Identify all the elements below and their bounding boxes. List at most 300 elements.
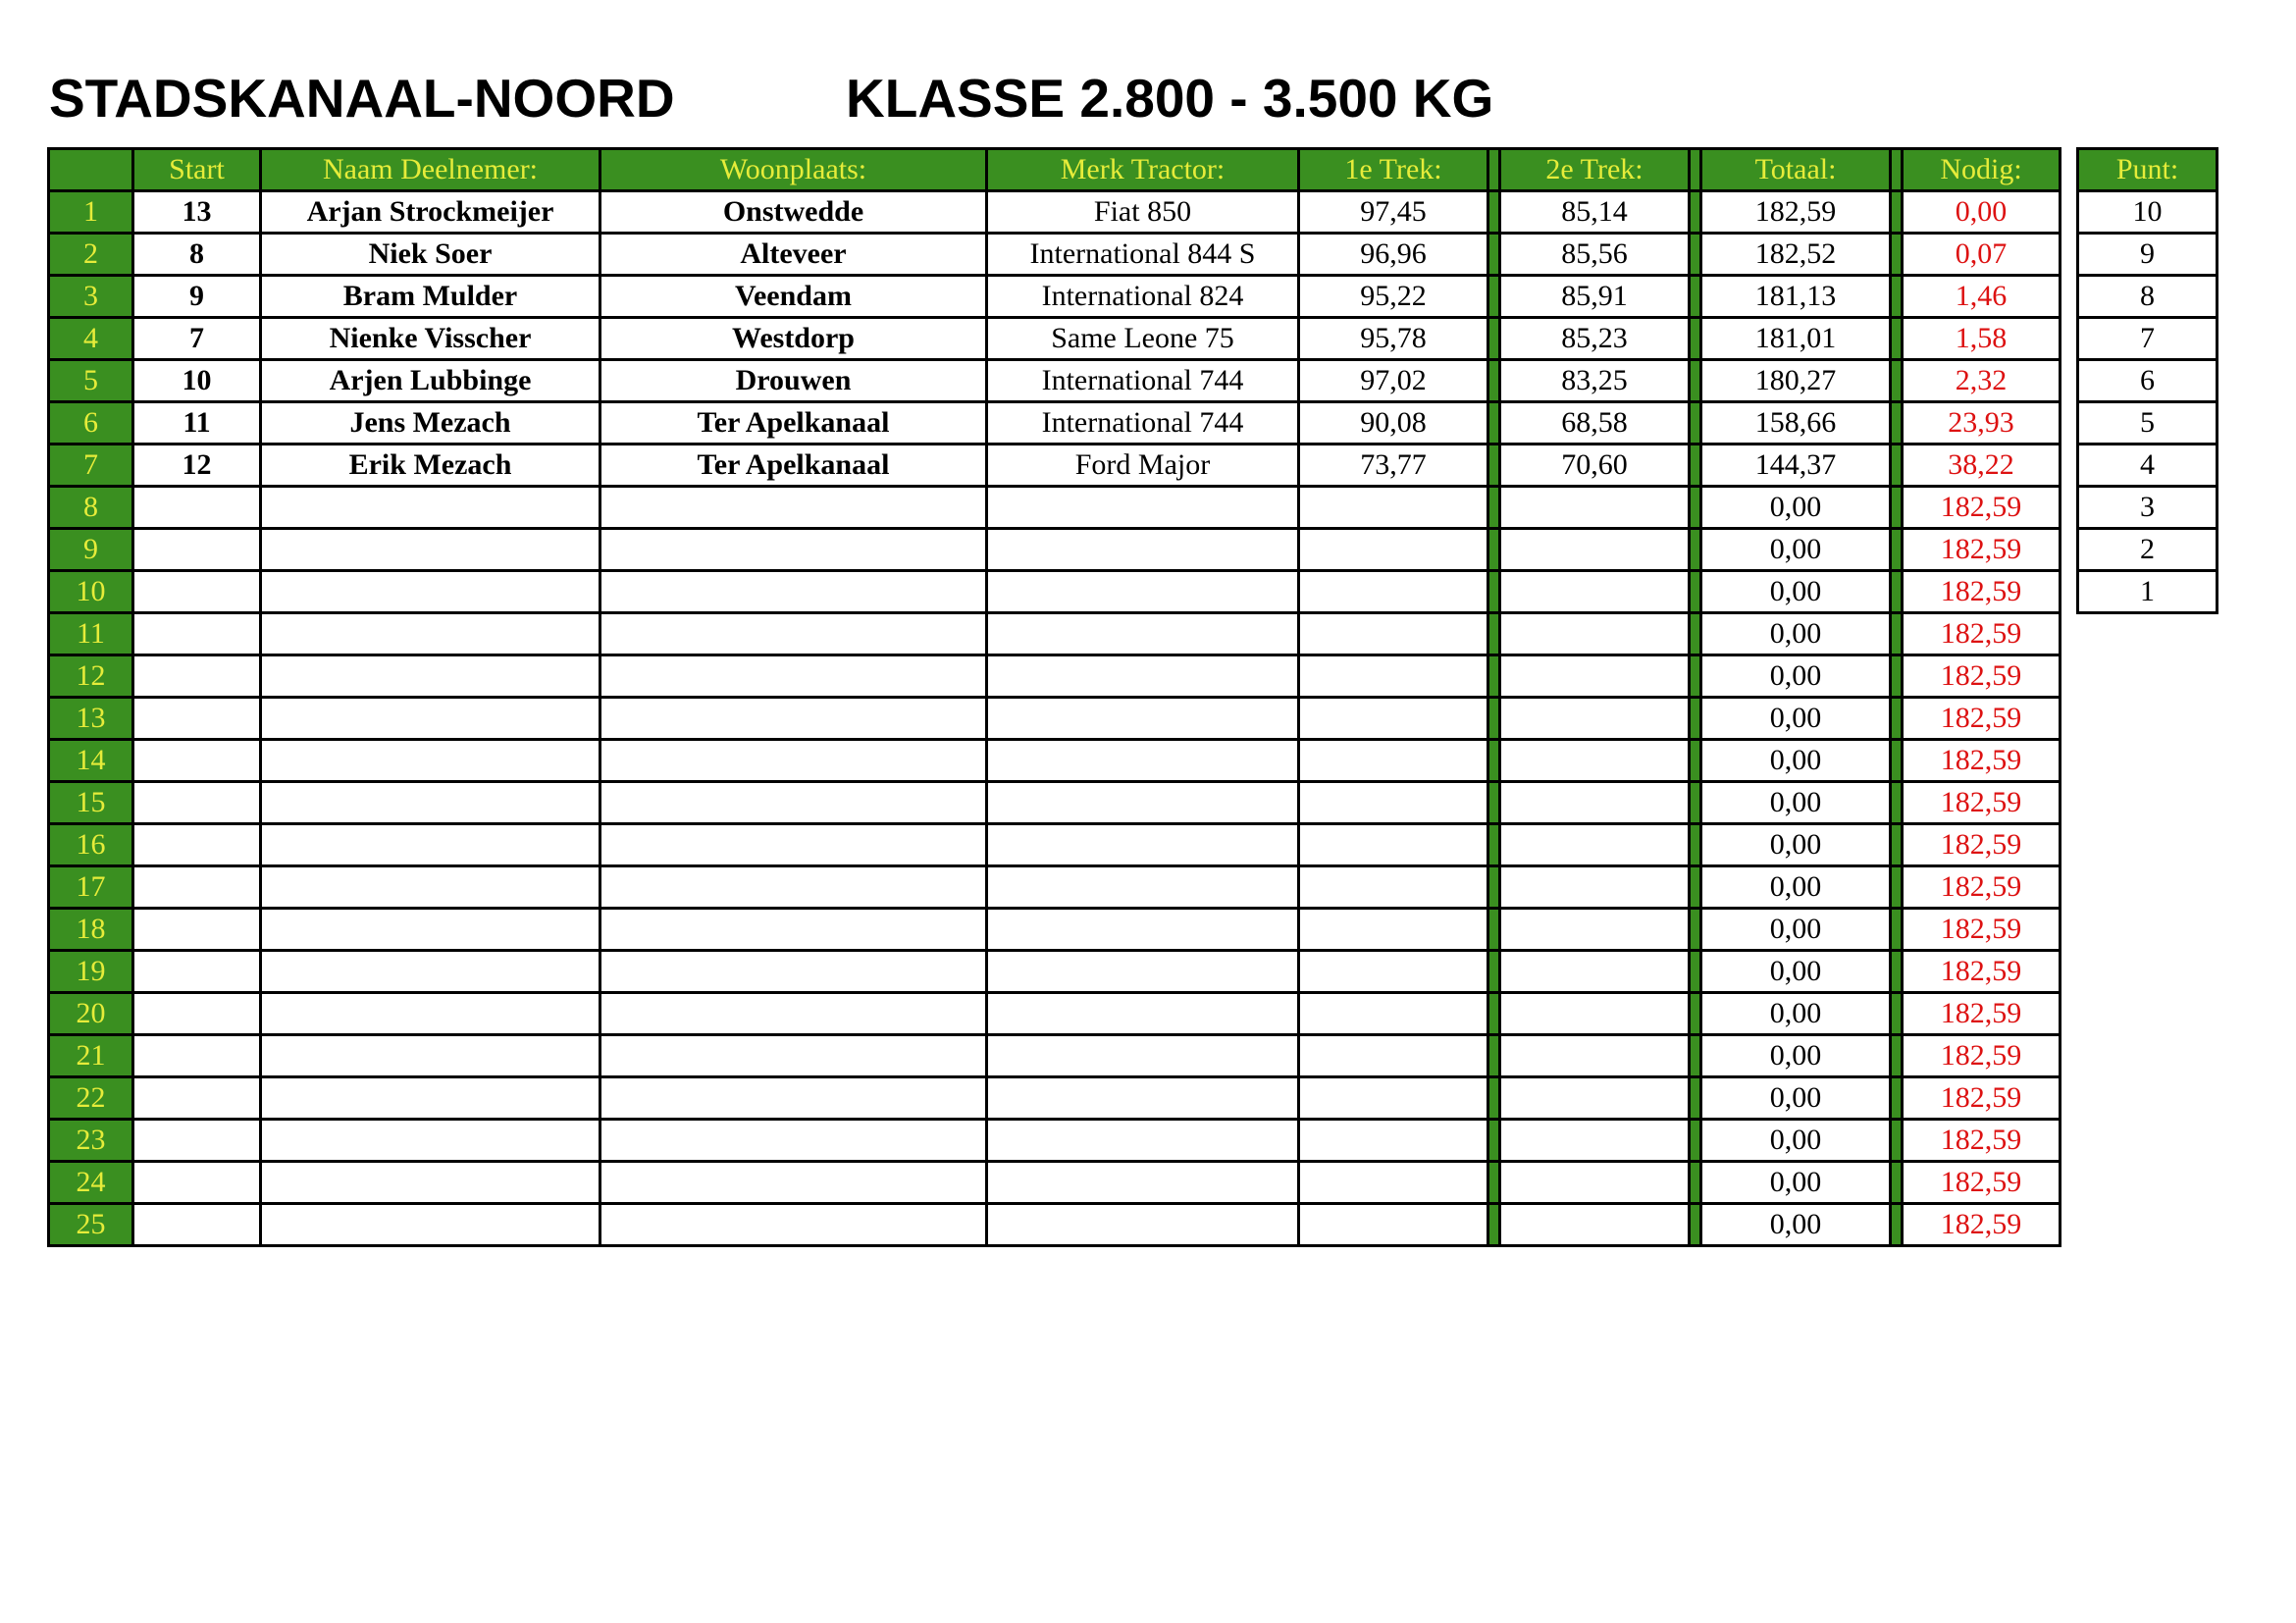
name-cell xyxy=(261,866,600,909)
column-separator xyxy=(1891,318,1903,360)
pull1-cell: 97,02 xyxy=(1299,360,1488,402)
needed-cell: 182,59 xyxy=(1903,571,2061,613)
total-cell: 0,00 xyxy=(1701,824,1891,866)
start-cell xyxy=(133,1035,261,1077)
column-separator xyxy=(1488,613,1500,655)
column-separator xyxy=(1488,993,1500,1035)
column-separator xyxy=(1690,360,1701,402)
total-cell: 0,00 xyxy=(1701,909,1891,951)
column-separator xyxy=(1891,866,1903,909)
pull1-cell xyxy=(1299,1120,1488,1162)
column-separator xyxy=(1488,866,1500,909)
tractor-brand-cell xyxy=(987,698,1299,740)
pull1-cell xyxy=(1299,613,1488,655)
table-row xyxy=(49,529,2061,571)
column-separator xyxy=(1488,149,1500,191)
residence-cell xyxy=(600,571,987,613)
start-cell xyxy=(133,951,261,993)
column-separator xyxy=(1690,191,1701,234)
column-separator xyxy=(1690,318,1701,360)
start-cell: 7 xyxy=(133,318,261,360)
points-cell: 4 xyxy=(2078,445,2218,487)
pull2-cell: 83,25 xyxy=(1500,360,1690,402)
row-number-cell: 4 xyxy=(49,318,133,360)
row-number-cell: 12 xyxy=(49,655,133,698)
needed-cell: 0,07 xyxy=(1903,234,2061,276)
column-separator xyxy=(1488,824,1500,866)
column-separator xyxy=(1690,276,1701,318)
tractor-brand-cell xyxy=(987,909,1299,951)
total-cell: 0,00 xyxy=(1701,1035,1891,1077)
needed-cell: 182,59 xyxy=(1903,1077,2061,1120)
column-separator xyxy=(1690,487,1701,529)
pull1-cell: 73,77 xyxy=(1299,445,1488,487)
pull2-cell xyxy=(1500,909,1690,951)
pull2-cell xyxy=(1500,1035,1690,1077)
tractor-brand-cell: International 824 xyxy=(987,276,1299,318)
name-cell: Arjen Lubbinge xyxy=(261,360,600,402)
column-separator xyxy=(1891,234,1903,276)
points-cell: 10 xyxy=(2078,191,2218,234)
pull2-cell: 70,60 xyxy=(1500,445,1690,487)
pull1-cell: 97,45 xyxy=(1299,191,1488,234)
row-number-cell: 7 xyxy=(49,445,133,487)
needed-cell: 182,59 xyxy=(1903,529,2061,571)
start-cell xyxy=(133,782,261,824)
residence-cell xyxy=(600,866,987,909)
residence-cell xyxy=(600,782,987,824)
residence-cell xyxy=(600,655,987,698)
tractor-brand-cell: International 744 xyxy=(987,360,1299,402)
column-separator xyxy=(1891,993,1903,1035)
header-merk: Merk Tractor: xyxy=(987,149,1299,191)
pull2-cell xyxy=(1500,529,1690,571)
header-trek1: 1e Trek: xyxy=(1299,149,1488,191)
table-row xyxy=(49,571,2061,613)
needed-cell: 182,59 xyxy=(1903,1162,2061,1204)
points-cell: 2 xyxy=(2078,529,2218,571)
total-cell: 181,01 xyxy=(1701,318,1891,360)
row-number-cell: 17 xyxy=(49,866,133,909)
name-cell: Nienke Visscher xyxy=(261,318,600,360)
column-separator xyxy=(1690,445,1701,487)
row-number-cell: 9 xyxy=(49,529,133,571)
tractor-brand-cell xyxy=(987,1035,1299,1077)
points-cell: 7 xyxy=(2078,318,2218,360)
needed-cell: 182,59 xyxy=(1903,1120,2061,1162)
pull1-cell xyxy=(1299,740,1488,782)
pull2-cell xyxy=(1500,487,1690,529)
table-row xyxy=(49,487,2061,529)
start-cell xyxy=(133,1162,261,1204)
residence-cell xyxy=(600,529,987,571)
points-row xyxy=(2078,571,2218,613)
row-number-cell: 15 xyxy=(49,782,133,824)
pull1-cell xyxy=(1299,487,1488,529)
row-number-cell: 23 xyxy=(49,1120,133,1162)
total-cell: 182,59 xyxy=(1701,191,1891,234)
pull1-cell xyxy=(1299,951,1488,993)
column-separator xyxy=(1488,782,1500,824)
table-row xyxy=(49,782,2061,824)
table-row xyxy=(49,318,2061,360)
pull2-cell xyxy=(1500,1120,1690,1162)
points-cell: 9 xyxy=(2078,234,2218,276)
total-cell: 0,00 xyxy=(1701,613,1891,655)
total-cell: 0,00 xyxy=(1701,782,1891,824)
column-separator xyxy=(1690,951,1701,993)
table-row xyxy=(49,191,2061,234)
column-separator xyxy=(1891,529,1903,571)
total-cell: 158,66 xyxy=(1701,402,1891,445)
row-number-cell: 24 xyxy=(49,1162,133,1204)
row-number-cell: 6 xyxy=(49,402,133,445)
pull2-cell xyxy=(1500,951,1690,993)
column-separator xyxy=(1690,1204,1701,1246)
table-row xyxy=(49,698,2061,740)
name-cell: Jens Mezach xyxy=(261,402,600,445)
residence-cell xyxy=(600,1204,987,1246)
column-separator xyxy=(1690,698,1701,740)
needed-cell: 182,59 xyxy=(1903,866,2061,909)
total-cell: 182,52 xyxy=(1701,234,1891,276)
residence-cell xyxy=(600,1077,987,1120)
column-separator xyxy=(1690,402,1701,445)
start-cell xyxy=(133,909,261,951)
pull1-cell: 90,08 xyxy=(1299,402,1488,445)
column-separator xyxy=(1488,1162,1500,1204)
table-row xyxy=(49,234,2061,276)
header-naam: Naam Deelnemer: xyxy=(261,149,600,191)
pull2-cell xyxy=(1500,782,1690,824)
row-number-cell: 22 xyxy=(49,1077,133,1120)
pull1-cell xyxy=(1299,698,1488,740)
total-cell: 144,37 xyxy=(1701,445,1891,487)
start-cell xyxy=(133,529,261,571)
start-cell: 11 xyxy=(133,402,261,445)
row-number-cell: 11 xyxy=(49,613,133,655)
column-separator xyxy=(1891,1035,1903,1077)
row-number-cell: 5 xyxy=(49,360,133,402)
needed-cell: 182,59 xyxy=(1903,655,2061,698)
page-title: STADSKANAAL-NOORD xyxy=(49,68,675,129)
points-row xyxy=(2078,234,2218,276)
pull2-cell: 85,14 xyxy=(1500,191,1690,234)
needed-cell: 182,59 xyxy=(1903,824,2061,866)
table-row xyxy=(49,909,2061,951)
start-cell xyxy=(133,487,261,529)
points-cell: 8 xyxy=(2078,276,2218,318)
total-cell: 181,13 xyxy=(1701,276,1891,318)
tractor-brand-cell xyxy=(987,951,1299,993)
table-row xyxy=(49,655,2061,698)
tractor-brand-cell xyxy=(987,655,1299,698)
pull2-cell xyxy=(1500,698,1690,740)
start-cell xyxy=(133,1204,261,1246)
name-cell: Erik Mezach xyxy=(261,445,600,487)
start-cell xyxy=(133,866,261,909)
name-cell xyxy=(261,1077,600,1120)
pull2-cell xyxy=(1500,1204,1690,1246)
total-cell: 0,00 xyxy=(1701,698,1891,740)
column-separator xyxy=(1891,655,1903,698)
pull2-cell: 85,23 xyxy=(1500,318,1690,360)
residence-cell xyxy=(600,1035,987,1077)
pull2-cell: 68,58 xyxy=(1500,402,1690,445)
points-cell: 5 xyxy=(2078,402,2218,445)
name-cell xyxy=(261,740,600,782)
tractor-brand-cell xyxy=(987,613,1299,655)
name-cell xyxy=(261,1035,600,1077)
start-cell xyxy=(133,655,261,698)
column-separator xyxy=(1690,529,1701,571)
total-cell: 0,00 xyxy=(1701,1162,1891,1204)
table-row xyxy=(49,1162,2061,1204)
start-cell: 13 xyxy=(133,191,261,234)
total-cell: 0,00 xyxy=(1701,487,1891,529)
name-cell xyxy=(261,1162,600,1204)
column-separator xyxy=(1488,191,1500,234)
pull2-cell xyxy=(1500,1077,1690,1120)
needed-cell: 182,59 xyxy=(1903,909,2061,951)
column-separator xyxy=(1891,571,1903,613)
column-separator xyxy=(1690,1077,1701,1120)
pull1-cell xyxy=(1299,909,1488,951)
needed-cell: 182,59 xyxy=(1903,613,2061,655)
name-cell: Bram Mulder xyxy=(261,276,600,318)
total-cell: 180,27 xyxy=(1701,360,1891,402)
name-cell xyxy=(261,698,600,740)
table-row xyxy=(49,1120,2061,1162)
column-separator xyxy=(1690,782,1701,824)
needed-cell: 2,32 xyxy=(1903,360,2061,402)
table-row xyxy=(49,866,2061,909)
residence-cell xyxy=(600,951,987,993)
column-separator xyxy=(1891,824,1903,866)
pull1-cell xyxy=(1299,824,1488,866)
table-row xyxy=(49,613,2061,655)
row-number-cell: 8 xyxy=(49,487,133,529)
name-cell xyxy=(261,1204,600,1246)
table-row xyxy=(49,1035,2061,1077)
column-separator xyxy=(1891,1120,1903,1162)
name-cell xyxy=(261,655,600,698)
table-row xyxy=(49,1204,2061,1246)
pull2-cell: 85,56 xyxy=(1500,234,1690,276)
row-number-cell: 19 xyxy=(49,951,133,993)
points-row xyxy=(2078,445,2218,487)
tractor-brand-cell xyxy=(987,1077,1299,1120)
residence-cell xyxy=(600,613,987,655)
name-cell: Niek Soer xyxy=(261,234,600,276)
residence-cell: Alteveer xyxy=(600,234,987,276)
column-separator xyxy=(1488,360,1500,402)
header-start: Start xyxy=(133,149,261,191)
residence-cell: Westdorp xyxy=(600,318,987,360)
column-separator xyxy=(1690,149,1701,191)
needed-cell: 23,93 xyxy=(1903,402,2061,445)
column-separator xyxy=(1690,571,1701,613)
pull2-cell xyxy=(1500,824,1690,866)
column-separator xyxy=(1891,402,1903,445)
name-cell xyxy=(261,782,600,824)
column-separator xyxy=(1891,1077,1903,1120)
column-separator xyxy=(1488,655,1500,698)
needed-cell: 1,58 xyxy=(1903,318,2061,360)
column-separator xyxy=(1488,276,1500,318)
residence-cell xyxy=(600,1120,987,1162)
start-cell: 10 xyxy=(133,360,261,402)
table-row xyxy=(49,276,2061,318)
pull2-cell xyxy=(1500,571,1690,613)
pull1-cell: 95,78 xyxy=(1299,318,1488,360)
tractor-brand-cell xyxy=(987,529,1299,571)
column-separator xyxy=(1891,487,1903,529)
column-separator xyxy=(1891,613,1903,655)
points-row xyxy=(2078,529,2218,571)
header-nr xyxy=(49,149,133,191)
tractor-brand-cell: Ford Major xyxy=(987,445,1299,487)
row-number-cell: 3 xyxy=(49,276,133,318)
tractor-brand-cell xyxy=(987,487,1299,529)
table-row xyxy=(49,402,2061,445)
name-cell xyxy=(261,909,600,951)
row-number-cell: 16 xyxy=(49,824,133,866)
table-row xyxy=(49,740,2061,782)
column-separator xyxy=(1891,1204,1903,1246)
pull1-cell xyxy=(1299,1162,1488,1204)
name-cell xyxy=(261,824,600,866)
total-cell: 0,00 xyxy=(1701,1120,1891,1162)
pull1-cell xyxy=(1299,1077,1488,1120)
pull1-cell xyxy=(1299,655,1488,698)
pull2-cell xyxy=(1500,993,1690,1035)
tractor-brand-cell xyxy=(987,571,1299,613)
total-cell: 0,00 xyxy=(1701,529,1891,571)
column-separator xyxy=(1690,234,1701,276)
residence-cell: Drouwen xyxy=(600,360,987,402)
name-cell xyxy=(261,613,600,655)
name-cell xyxy=(261,993,600,1035)
residence-cell: Ter Apelkanaal xyxy=(600,445,987,487)
tractor-brand-cell xyxy=(987,740,1299,782)
column-separator xyxy=(1488,909,1500,951)
needed-cell: 38,22 xyxy=(1903,445,2061,487)
pull2-cell: 85,91 xyxy=(1500,276,1690,318)
needed-cell: 1,46 xyxy=(1903,276,2061,318)
start-cell xyxy=(133,993,261,1035)
residence-cell xyxy=(600,487,987,529)
residence-cell: Onstwedde xyxy=(600,191,987,234)
pull1-cell xyxy=(1299,1204,1488,1246)
pull2-cell xyxy=(1500,655,1690,698)
column-separator xyxy=(1488,1077,1500,1120)
row-number-cell: 2 xyxy=(49,234,133,276)
pull1-cell xyxy=(1299,571,1488,613)
header-row xyxy=(49,149,2061,191)
results-table xyxy=(47,147,2061,1247)
table-row xyxy=(49,993,2061,1035)
class-title: KLASSE 2.800 - 3.500 KG xyxy=(846,68,1494,129)
start-cell xyxy=(133,740,261,782)
header-woonplaats: Woonplaats: xyxy=(600,149,987,191)
column-separator xyxy=(1690,866,1701,909)
table-row xyxy=(49,445,2061,487)
column-separator xyxy=(1690,1120,1701,1162)
pull2-cell xyxy=(1500,740,1690,782)
row-number-cell: 10 xyxy=(49,571,133,613)
table-row xyxy=(49,951,2061,993)
points-table xyxy=(2076,147,2218,614)
column-separator xyxy=(1891,1162,1903,1204)
points-row xyxy=(2078,318,2218,360)
pull1-cell xyxy=(1299,1035,1488,1077)
pull1-cell xyxy=(1299,866,1488,909)
column-separator xyxy=(1690,909,1701,951)
pull1-cell: 96,96 xyxy=(1299,234,1488,276)
points-cell: 3 xyxy=(2078,487,2218,529)
column-separator xyxy=(1690,1035,1701,1077)
tractor-brand-cell xyxy=(987,1120,1299,1162)
tractor-brand-cell xyxy=(987,993,1299,1035)
column-separator xyxy=(1891,740,1903,782)
residence-cell: Ter Apelkanaal xyxy=(600,402,987,445)
row-number-cell: 14 xyxy=(49,740,133,782)
start-cell xyxy=(133,824,261,866)
column-separator xyxy=(1488,445,1500,487)
tractor-brand-cell: International 844 S xyxy=(987,234,1299,276)
pull1-cell xyxy=(1299,782,1488,824)
column-separator xyxy=(1690,613,1701,655)
name-cell xyxy=(261,529,600,571)
start-cell xyxy=(133,1120,261,1162)
table-row xyxy=(49,360,2061,402)
points-cell: 1 xyxy=(2078,571,2218,613)
row-number-cell: 21 xyxy=(49,1035,133,1077)
needed-cell: 182,59 xyxy=(1903,993,2061,1035)
total-cell: 0,00 xyxy=(1701,655,1891,698)
points-row xyxy=(2078,191,2218,234)
table-row xyxy=(49,1077,2061,1120)
total-cell: 0,00 xyxy=(1701,1204,1891,1246)
residence-cell xyxy=(600,1162,987,1204)
table-row xyxy=(49,824,2061,866)
column-separator xyxy=(1690,655,1701,698)
header-nodig: Nodig: xyxy=(1903,149,2061,191)
pull1-cell xyxy=(1299,529,1488,571)
column-separator xyxy=(1488,571,1500,613)
row-number-cell: 1 xyxy=(49,191,133,234)
pull1-cell xyxy=(1299,993,1488,1035)
name-cell: Arjan Strockmeijer xyxy=(261,191,600,234)
needed-cell: 182,59 xyxy=(1903,1204,2061,1246)
column-separator xyxy=(1690,993,1701,1035)
total-cell: 0,00 xyxy=(1701,993,1891,1035)
row-number-cell: 25 xyxy=(49,1204,133,1246)
header-trek2: 2e Trek: xyxy=(1500,149,1690,191)
column-separator xyxy=(1891,276,1903,318)
points-row xyxy=(2078,402,2218,445)
header-totaal: Totaal: xyxy=(1701,149,1891,191)
total-cell: 0,00 xyxy=(1701,866,1891,909)
column-separator xyxy=(1488,234,1500,276)
pull2-cell xyxy=(1500,613,1690,655)
residence-cell xyxy=(600,909,987,951)
total-cell: 0,00 xyxy=(1701,571,1891,613)
tractor-brand-cell xyxy=(987,866,1299,909)
column-separator xyxy=(1690,1162,1701,1204)
column-separator xyxy=(1891,782,1903,824)
